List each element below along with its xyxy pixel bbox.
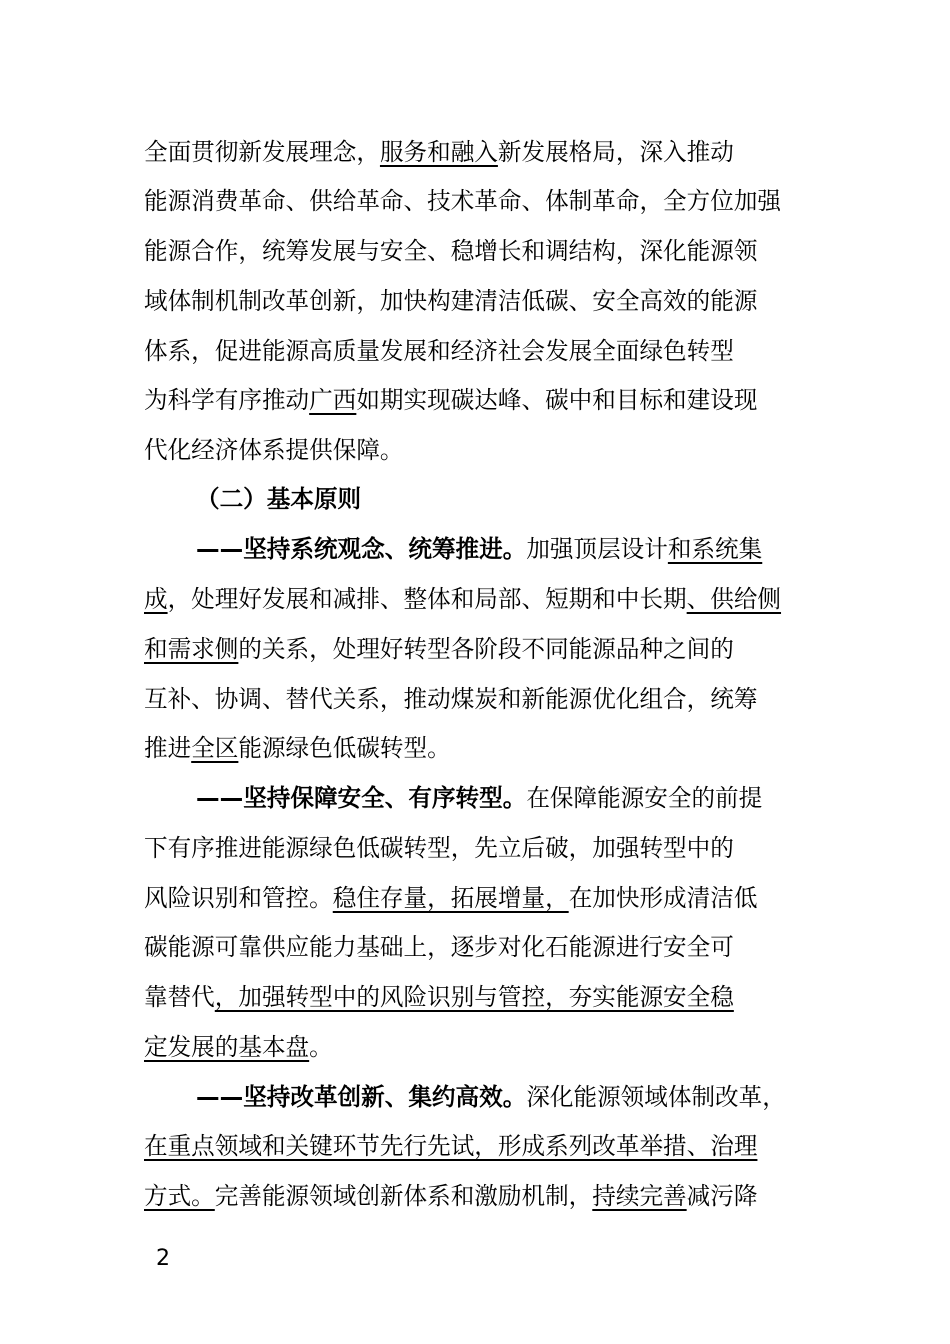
underlined-text: 方式。 — [144, 1182, 215, 1210]
text-segment: 全面贯彻新发展理念， — [144, 138, 380, 166]
underlined-text: 、供给侧 — [686, 585, 782, 613]
text-line — [144, 1179, 757, 1213]
text-line — [144, 731, 451, 765]
text-segment: 推进 — [144, 734, 192, 762]
text-line — [144, 334, 734, 368]
text-segment: 互补、协调、替代关系，推动煤炭和新能源优化组合，统筹 — [144, 685, 758, 713]
text-segment: 减污降 — [686, 1182, 758, 1210]
text-line — [144, 930, 734, 964]
text-line — [144, 383, 757, 417]
page-number: 2 — [156, 1246, 170, 1271]
text-segment: 能源合作，统筹发展与安全、稳增长和调结构，深化能源领 — [144, 237, 758, 265]
underlined-text: 成 — [144, 585, 168, 613]
underlined-text: 服务和融入 — [379, 138, 498, 166]
underlined-text: 持续完善 — [592, 1182, 687, 1210]
section-heading — [196, 482, 361, 516]
text-segment: 完善能源领域创新体系和激励机制， — [214, 1182, 593, 1210]
text-line — [144, 1030, 333, 1064]
bold-text: ——坚持系统观念、统筹推进。 — [196, 535, 527, 563]
text-segment: 能源绿色低碳转型。 — [238, 734, 451, 762]
underlined-text: 定发展的基本盘 — [144, 1033, 310, 1061]
text-segment: 靠替代 — [144, 983, 215, 1011]
text-line — [144, 831, 734, 865]
text-line — [144, 433, 404, 467]
underlined-text: 和需求侧 — [144, 635, 239, 663]
underlined-text: ，加强转型中的风险识别与管控，夯实能源安全稳 — [214, 983, 734, 1011]
text-segment: 能源消费革命、供给革命、技术革命、体制革命，全方位加强 — [144, 187, 782, 215]
text-segment: 下有序推进能源绿色低碳转型，先立后破，加强转型中的 — [144, 834, 734, 862]
text-segment: 的关系，处理好转型各阶段不同能源品种之间的 — [238, 635, 734, 663]
text-segment: 加强顶层设计 — [526, 535, 668, 563]
text-segment: 。 — [309, 1033, 333, 1061]
text-line — [144, 881, 757, 915]
text-line — [144, 234, 757, 268]
underlined-text: 稳住存量，拓展增量， — [332, 884, 569, 912]
bold-text: ——坚持保障安全、有序转型。 — [196, 784, 527, 812]
text-segment: 代化经济体系提供保障。 — [144, 436, 404, 464]
text-line — [144, 284, 757, 318]
text-segment: 风险识别和管控。 — [144, 884, 333, 912]
underlined-text: 和系统集 — [667, 535, 763, 563]
text-line — [144, 135, 734, 169]
text-segment: 深化能源领域体制改革， — [526, 1083, 786, 1111]
text-line — [144, 632, 734, 666]
text-segment: 体系，促进能源高质量发展和经济社会发展全面绿色转型 — [144, 337, 734, 365]
underlined-text: 在重点领域和关键环节先行先试，形成系列改革举措、治理 — [144, 1132, 758, 1160]
text-line — [144, 1129, 757, 1163]
text-segment: 为科学有序推动 — [144, 386, 310, 414]
bold-text: ——坚持改革创新、集约高效。 — [196, 1083, 527, 1111]
text-line — [196, 781, 762, 815]
text-line — [144, 582, 781, 616]
text-segment: 碳能源可靠供应能力基础上，逐步对化石能源进行安全可 — [144, 933, 734, 961]
text-line — [144, 980, 734, 1014]
text-line — [196, 532, 762, 566]
text-segment: 如期实现碳达峰、碳中和目标和建设现 — [356, 386, 758, 414]
text-segment: ，处理好发展和减排、整体和局部、短期和中长期 — [167, 585, 687, 613]
text-line — [144, 184, 781, 218]
text-segment: 在保障能源安全的前提 — [526, 784, 763, 812]
underlined-text: 广西 — [309, 386, 357, 414]
text-line — [144, 682, 757, 716]
underlined-text: 全区 — [191, 734, 239, 762]
text-segment: 在加快形成清洁低 — [568, 884, 758, 912]
bold-text: （二）基本原则 — [196, 485, 362, 513]
text-segment: 新发展格局，深入推动 — [497, 138, 734, 166]
text-segment: 域体制机制改革创新，加快构建清洁低碳、安全高效的能源 — [144, 287, 758, 315]
text-line — [196, 1080, 786, 1114]
